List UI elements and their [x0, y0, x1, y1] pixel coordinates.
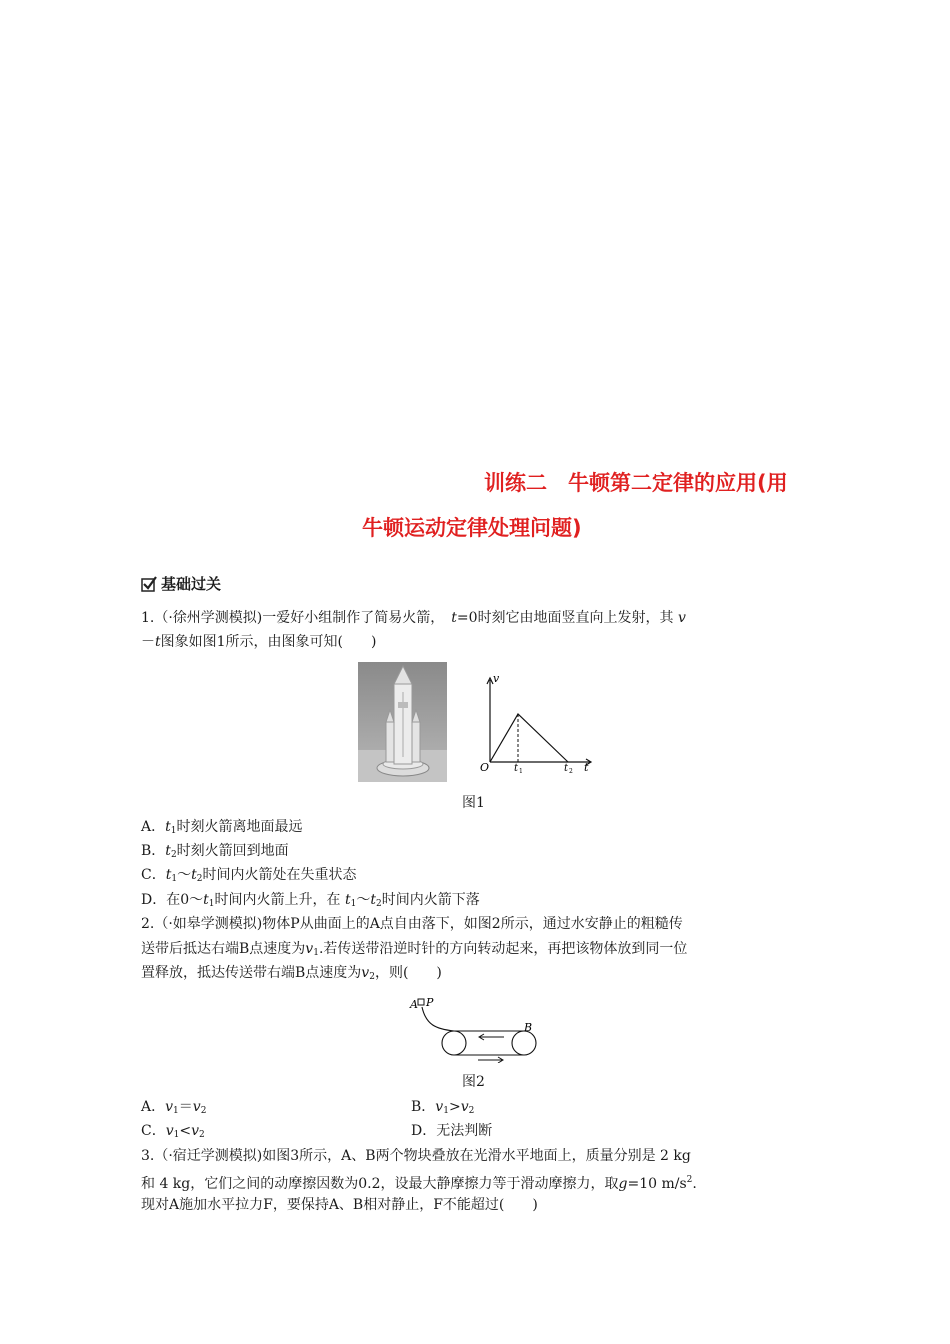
belt-p-label: P [426, 996, 434, 1009]
title-line-1: 训练二 牛顿第二定律的应用(用 [484, 471, 788, 495]
q2-option-c: C．$v_1<v_2$ [141, 1123, 205, 1140]
q2-option-d: D．无法判断 [411, 1123, 493, 1139]
graph-t2-sub: 2 [569, 768, 573, 775]
graph-t1-sub: 1 [519, 768, 523, 775]
q1-option-b: B．$t_2$时刻火箭回到地面 [141, 843, 289, 860]
checkbox-check-icon [141, 576, 157, 592]
graph-v-label: v [493, 672, 500, 685]
v-t-graph [478, 672, 598, 776]
belt-a-label: A [410, 998, 418, 1011]
q2-option-b: B．$v_1>v_2$ [411, 1099, 475, 1116]
graph-t1-label: t [514, 763, 519, 774]
figure-1-caption: 图1 [462, 795, 485, 811]
q1-line-2: －t图象如图1所示，由图象可知( ) [141, 634, 377, 650]
q1-line-1: 1.（·徐州学测模拟)一爱好小组制作了简易火箭， t=0时刻它由地面竖直向上发射，其 v [141, 610, 686, 626]
title-line-2: 牛顿运动定律处理问题) [362, 516, 582, 540]
q2-line-2: 送带后抵达右端B点速度为$v_1$.若传送带沿逆时针的方向转动起来，再把该物体放到同一位 [141, 941, 688, 958]
graph-t-axis-label: t [584, 761, 589, 774]
q3-line-3: 现对A施加水平拉力F，要保持A、B相对静止，F不能超过( ) [141, 1197, 538, 1213]
q3-line-1: 3.（·宿迁学测模拟)如图3所示，A、B两个物块叠放在光滑水平地面上，质量分别是 2 kg [141, 1148, 691, 1164]
q2-option-a: A．$v_1=v_2$ [141, 1099, 207, 1116]
graph-t2-label: t [564, 763, 569, 774]
q2-line-1: 2.（·如皋学测模拟)物体P从曲面上的A点自由落下，如图2所示，通过水安静止的粗糙传 [141, 916, 683, 932]
section-header [141, 573, 221, 594]
section-label: 基础过关 [161, 575, 222, 593]
graph-origin-label: O [480, 761, 490, 774]
conveyor-belt-figure [408, 995, 548, 1063]
figure-2-caption: 图2 [462, 1074, 485, 1090]
belt-b-label: B [524, 1021, 533, 1034]
q1-option-c: C．$t_1\sim t_2$时间内火箭处在失重状态 [141, 867, 357, 884]
q3-line-2: 和 4 kg，它们之间的动摩擦因数为0.2，设最大静摩擦力等于滑动摩擦力，取g=10 $m/s^2$. [141, 1175, 697, 1192]
rocket-photo [358, 662, 447, 782]
q1-option-a: A．$t_1$时刻火箭离地面最远 [141, 819, 303, 836]
q1-option-d: D．在$0\sim t_1$时间内火箭上升，在 $t_1\sim t_2$时间内火箭下落 [141, 892, 480, 909]
q2-line-3: 置释放，抵达传送带右端B点速度为$v_2$，则( ) [141, 965, 442, 982]
